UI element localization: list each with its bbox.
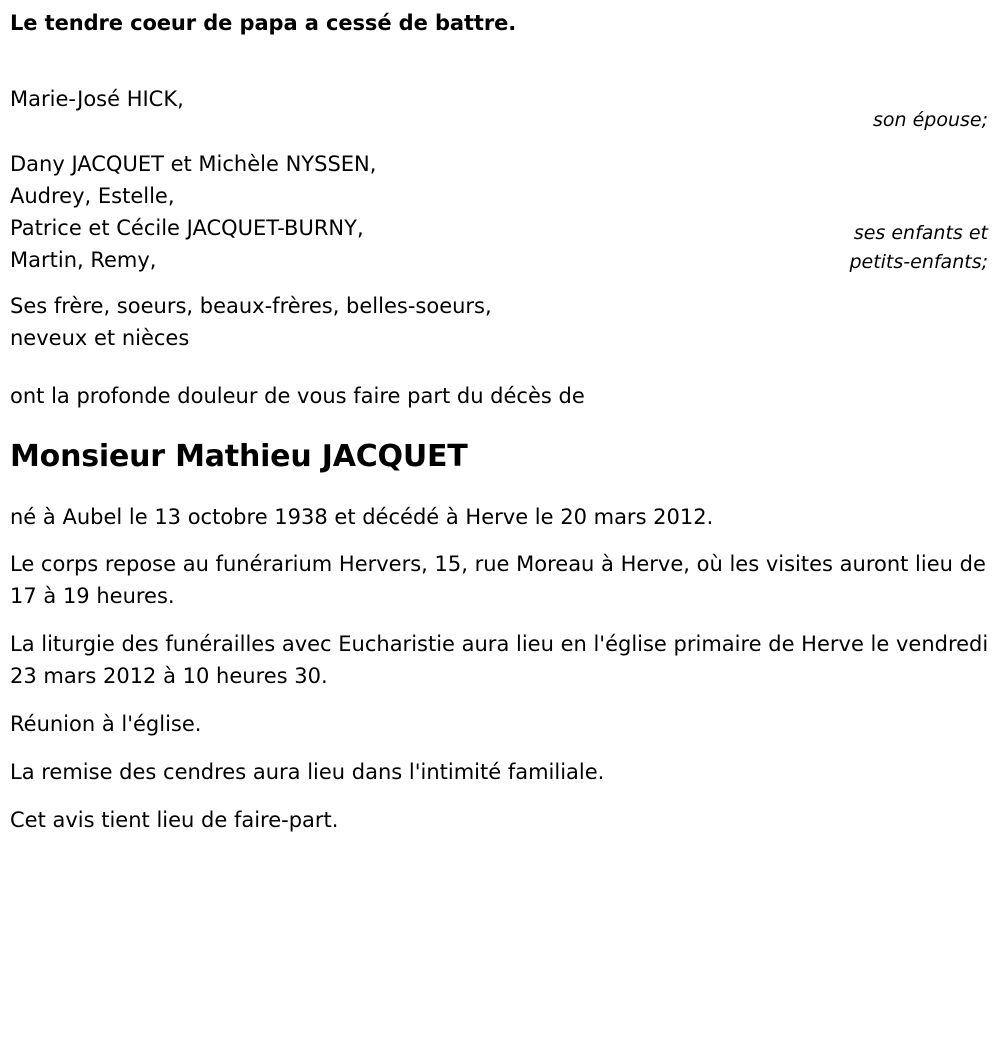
child-name: Dany JACQUET et Michèle NYSSEN, (10, 152, 377, 177)
detail-line: Le corps repose au funérarium Hervers, 15, rue Moreau à Herve, où les visites auront lieu de 17 à 19 heures. (10, 552, 986, 609)
spacer (10, 476, 990, 502)
detail-line: né à Aubel le 13 octobre 1938 et décédé à Herve le 20 mars 2012. (10, 504, 714, 529)
detail-line: Réunion à l'église. (10, 712, 202, 737)
children-role (849, 219, 990, 277)
headline: Le tendre coeur de papa a cessé de battre. (10, 11, 517, 35)
spacer (10, 42, 990, 82)
spouse-names (10, 84, 184, 116)
other-relatives-line-2: neveux et nièces (10, 325, 190, 350)
other-relatives-line-1: Ses frère, soeurs, beaux-frères, belles-soeurs, (10, 293, 492, 318)
spouse-name: Marie-José HICK, (10, 87, 184, 112)
child-name: Martin, Remy, (10, 247, 157, 272)
detail-line: Cet avis tient lieu de faire-part. (10, 807, 339, 832)
other-relatives (10, 291, 670, 355)
child-name: Audrey, Estelle, (10, 184, 175, 209)
detail-line: La liturgie des funérailles avec Eucharistie aura lieu en l'église primaire de Herve le vendredi 23 mars 2012 à 10 heures 30. (10, 632, 989, 689)
announcement-text: ont la profonde douleur de vous faire part du décès de (10, 383, 585, 408)
children-role-line-1: ses enfants et (853, 222, 988, 244)
spacer (10, 412, 990, 438)
details-block (10, 502, 990, 837)
spacer (10, 277, 990, 291)
children-names (10, 149, 376, 277)
spacer (10, 355, 990, 381)
spouse-role: son épouse; (872, 109, 988, 132)
spacer (10, 135, 990, 149)
spouse-group (10, 84, 990, 135)
children-role-line-2: petits-enfants; (849, 250, 988, 273)
children-group (10, 149, 990, 277)
deceased-name: Monsieur Mathieu JACQUET (10, 439, 468, 475)
detail-line: La remise des cendres aura lieu dans l'intimité familiale. (10, 760, 605, 784)
child-name: Patrice et Cécile JACQUET-BURNY, (10, 215, 364, 240)
